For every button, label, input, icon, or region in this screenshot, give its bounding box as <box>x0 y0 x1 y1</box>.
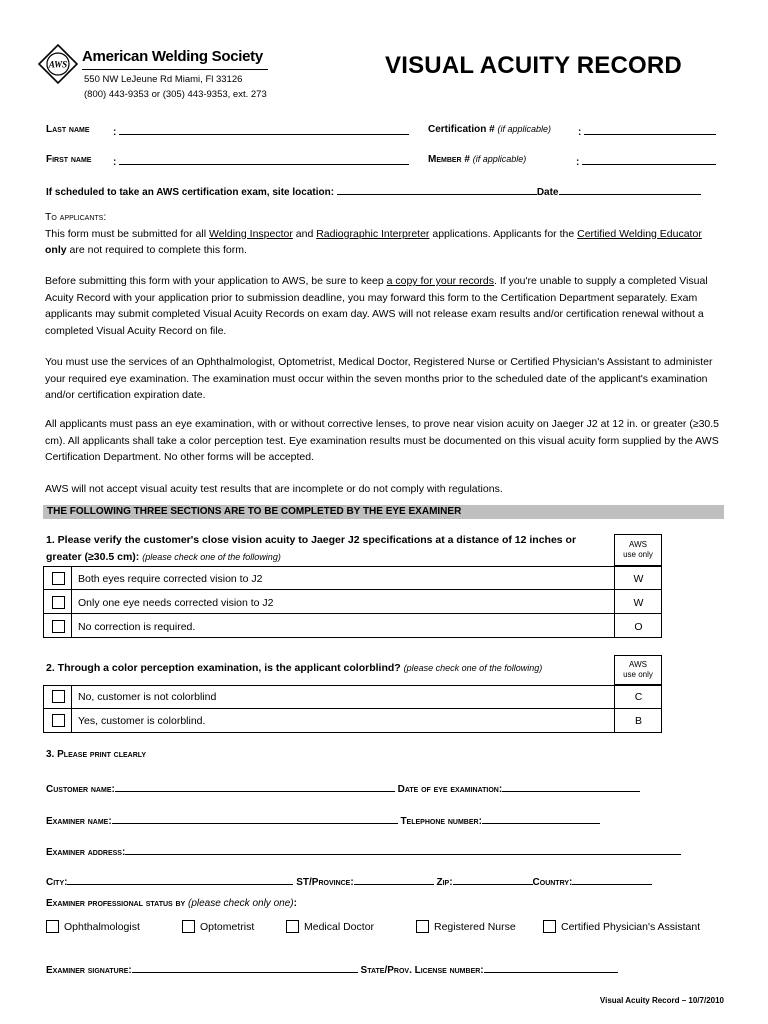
member-note: (if applicable) <box>472 154 527 164</box>
date-label: Date <box>536 187 559 198</box>
first-name-label: First name <box>46 154 92 165</box>
status-label: Examiner professional status by <box>46 898 186 909</box>
site-row <box>46 184 701 198</box>
status-medical-doctor-checkbox[interactable] <box>286 920 299 933</box>
colon: : <box>113 157 117 168</box>
member-label: Member # <box>428 154 470 165</box>
member-input[interactable] <box>582 154 716 165</box>
q2-option-1-code: C <box>634 691 643 703</box>
document-title: VISUAL ACUITY RECORD <box>385 52 682 79</box>
examiner-address-input[interactable] <box>125 844 681 855</box>
intro-paragraph-1 <box>45 226 725 259</box>
date-input[interactable] <box>559 184 701 195</box>
certification-note: (if applicable) <box>497 124 551 134</box>
colon: : <box>578 127 582 138</box>
q2-aws-use-header <box>614 655 662 685</box>
license-input[interactable] <box>484 962 618 973</box>
intro-paragraph-5: AWS will not accept visual acuity test results that are incomplete or do not comply with regulations. <box>45 483 503 495</box>
aws-logo <box>38 44 78 84</box>
status-optometrist-checkbox[interactable] <box>182 920 195 933</box>
status-ophthalmologist-checkbox[interactable] <box>46 920 59 933</box>
aws-use-line-1: AWS <box>629 660 647 669</box>
divider <box>71 685 72 733</box>
customer-name-row <box>46 781 640 795</box>
org-phone: (800) 443-9353 or (305) 443-9353, ext. 273 <box>84 89 267 100</box>
colon: : <box>113 127 117 138</box>
telephone-input[interactable] <box>482 813 600 824</box>
q2-option-1-label: No, customer is not colorblind <box>78 691 217 703</box>
logo-text: AWS <box>48 59 68 70</box>
country-label: Country: <box>532 877 573 888</box>
last-name-label: Last name <box>46 124 90 135</box>
status-medical-doctor-label: Medical Doctor <box>304 921 375 933</box>
intro-paragraph-4: All applicants must pass an eye examination, with or without corrective lenses, to prove near vision acuity on Jaeger J2 at 12 in. or greater (≥30.5 cm). All applicants shall take a color perception test. Eye examination results must be documented on this visual acuity form supplied by the AWS Certification Department. No other forms will be accepted. <box>45 418 720 463</box>
footer-version: Visual Acuity Record – 10/7/2010 <box>599 996 724 1005</box>
divider <box>43 613 662 614</box>
status-row <box>46 898 297 909</box>
text: applications. Applicants for the <box>429 227 578 240</box>
date-exam-label: Date of eye examination: <box>397 784 503 795</box>
examiner-name-input[interactable] <box>112 813 398 824</box>
signature-input[interactable] <box>132 962 358 973</box>
examiner-name-label: Examiner name: <box>46 816 112 827</box>
q1-option-2-label: Only one eye needs corrected vision to J2 <box>78 597 274 609</box>
section-3-heading: 3. Please print clearly <box>46 749 147 760</box>
status-note: (please check only one) <box>187 898 294 909</box>
certified-welding-educator-link: Certified Welding Educator <box>577 227 702 240</box>
q1-option-1-code: W <box>633 573 644 585</box>
q1-note: (please check one of the following) <box>142 552 281 562</box>
customer-name-label: Customer name: <box>46 784 115 795</box>
q1-option-3-code: O <box>634 621 643 633</box>
first-name-input[interactable] <box>119 154 409 165</box>
q2-line <box>46 662 542 674</box>
q2-text: 2. Through a color perception examination, is the applicant colorblind? <box>46 662 401 674</box>
examiner-banner: THE FOLLOWING THREE SECTIONS ARE TO BE COMPLETED BY THE EYE EXAMINER <box>43 505 724 519</box>
copy-records-link: a copy for your records <box>386 275 494 287</box>
text: Before submitting this form with your application to AWS, be sure to keep <box>45 275 387 287</box>
divider <box>71 566 72 638</box>
city-input[interactable] <box>67 874 293 885</box>
intro-heading: To applicants: <box>45 211 107 223</box>
org-name: American Welding Society <box>82 48 263 65</box>
q2-option-2-checkbox[interactable] <box>52 714 65 727</box>
q1-option-2-checkbox[interactable] <box>52 596 65 609</box>
q1-line-2 <box>46 551 281 563</box>
org-rule <box>82 69 268 70</box>
q1-aws-use-header <box>614 534 662 566</box>
st-province-input[interactable] <box>354 874 434 885</box>
status-physicians-assistant-checkbox[interactable] <box>543 920 556 933</box>
welding-inspector-link: Welding Inspector <box>208 227 293 240</box>
q1-option-3-checkbox[interactable] <box>52 620 65 633</box>
last-name-row <box>46 124 90 135</box>
aws-use-line-2: use only <box>623 550 653 559</box>
member-row <box>428 154 526 165</box>
city-label: City: <box>46 877 68 888</box>
examiner-address-label: Examiner address: <box>46 847 126 858</box>
site-input[interactable] <box>337 184 537 195</box>
examiner-address-row <box>46 844 681 858</box>
q1-option-1-checkbox[interactable] <box>52 572 65 585</box>
text: only <box>45 244 67 256</box>
status-ophthalmologist-label: Ophthalmologist <box>64 921 140 933</box>
certification-row <box>428 124 551 135</box>
first-name-row <box>46 154 91 165</box>
q2-option-2-label: Yes, customer is colorblind. <box>78 715 206 727</box>
st-province-label: ST/Province: <box>296 877 354 888</box>
status-physicians-assistant-label: Certified Physician's Assistant <box>561 921 701 933</box>
signature-row <box>46 962 618 976</box>
license-label: State/Prov. License number: <box>360 965 484 976</box>
intro-paragraph-2 <box>45 273 725 339</box>
q2-option-1-checkbox[interactable] <box>52 690 65 703</box>
aws-use-line-2: use only <box>623 670 653 679</box>
status-registered-nurse-checkbox[interactable] <box>416 920 429 933</box>
intro-paragraph-3: You must use the services of an Ophthalmologist, Optometrist, Medical Doctor, Registered Nurse or Certified Physician's Assistant to administer your required eye examination. The examination must occur within the seven months prior to the scheduled date of the applicant's examination and/or certification expiration date. <box>45 356 713 401</box>
radiographic-interpreter-link: Radiographic Interpreter <box>316 227 430 240</box>
q1-line-2-text: greater (≥30.5 cm): <box>46 551 140 563</box>
text: . If you're unable to supply a completed Visual Acuity Record with your application prior to submission deadline, you may forward this form to the Certification Department separately. Exam applicants may submit completed Visual Acuity Records on exam day. AWS will not release exam results and/or certification renewal without a completed Visual Acuity Record on file. <box>45 275 708 337</box>
q1-line-1: 1. Please verify the customer's close vision acuity to Jaeger J2 specifications at a distance of 12 inches or <box>46 534 577 546</box>
telephone-label: Telephone number: <box>400 816 482 827</box>
signature-label: Examiner signature: <box>46 965 132 976</box>
divider <box>43 708 662 709</box>
status-registered-nurse-label: Registered Nurse <box>434 921 516 933</box>
colon: : <box>576 157 580 168</box>
q2-option-2-code: B <box>634 715 642 727</box>
last-name-input[interactable] <box>119 124 409 135</box>
status-colon: : <box>293 898 297 909</box>
certification-input[interactable] <box>584 124 716 135</box>
customer-name-input[interactable] <box>115 781 395 792</box>
text: are not required to complete this form. <box>66 244 247 256</box>
text: and <box>292 227 317 240</box>
org-address: 550 NW LeJeune Rd Miami, Fl 33126 <box>84 74 243 85</box>
aws-use-line-1: AWS <box>629 540 647 549</box>
date-exam-input[interactable] <box>502 781 640 792</box>
certification-label: Certification # <box>428 124 495 135</box>
divider <box>43 589 662 590</box>
text: This form must be submitted for all <box>45 227 209 240</box>
q2-note: (please check one of the following) <box>403 663 543 673</box>
country-input[interactable] <box>572 874 652 885</box>
intro-section <box>45 209 725 259</box>
zip-label: Zip: <box>436 877 453 888</box>
certification-input-row <box>578 124 716 138</box>
last-name-input-row <box>113 124 409 138</box>
site-label: If scheduled to take an AWS certification exam, site location: <box>46 187 337 198</box>
zip-input[interactable] <box>453 874 533 885</box>
member-input-row <box>576 154 716 168</box>
examiner-name-row <box>46 813 600 827</box>
q1-option-3-label: No correction is required. <box>78 621 196 633</box>
q1-table <box>43 566 662 638</box>
first-name-input-row <box>113 154 409 168</box>
location-row <box>46 874 652 888</box>
q2-table <box>43 685 662 733</box>
q1-option-2-code: W <box>633 597 644 609</box>
status-optometrist-label: Optometrist <box>200 921 255 933</box>
q1-option-1-label: Both eyes require corrected vision to J2 <box>78 573 263 585</box>
